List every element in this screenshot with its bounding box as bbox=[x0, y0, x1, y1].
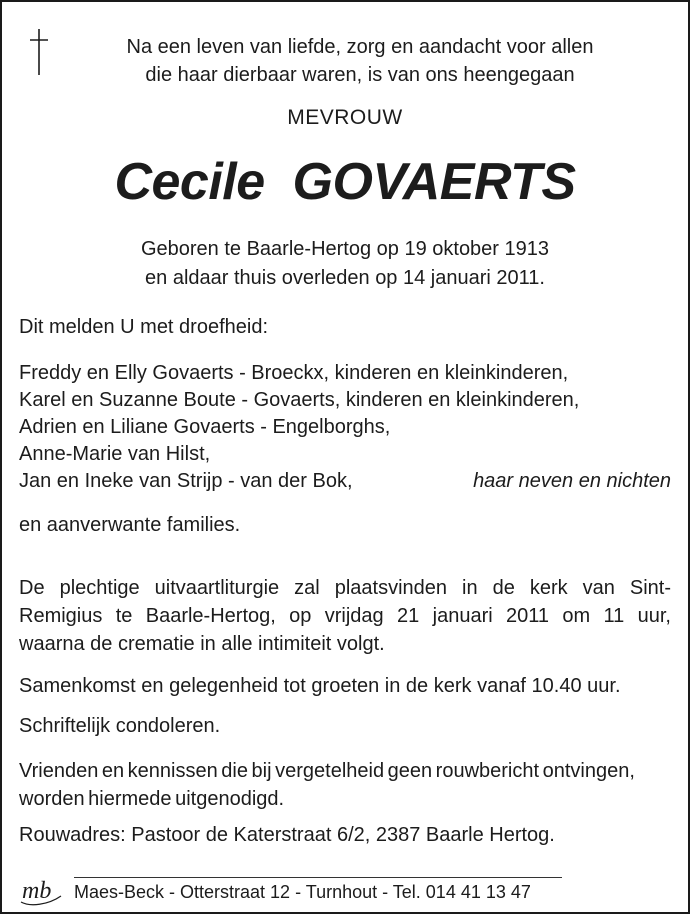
liturgy-line-3: waarna de crematie in alle intimiteit volgt. bbox=[19, 633, 385, 655]
liturgy-line-2: Remigius te Baarle-Hertog, op vrijdag 21 januari 2011 om 11 uur, bbox=[19, 605, 671, 627]
family-member: Adrien en Liliane Govaerts - Engelborghs, bbox=[19, 416, 391, 438]
undertaker-logo bbox=[18, 874, 64, 908]
birth-line: Geboren te Baarle-Hertog op 19 oktober 1913 bbox=[140, 238, 550, 260]
gathering-line: Samenkomst en gelegenheid tot groeten in de kerk vanaf 10.40 uur. bbox=[19, 675, 621, 697]
family-member: Karel en Suzanne Boute - Govaerts, kinderen en kleinkinderen, bbox=[19, 389, 580, 411]
deceased-name: Cecile GOVAERTS bbox=[114, 153, 576, 211]
footer-divider bbox=[74, 877, 562, 878]
announcement: Dit melden U met droefheid: bbox=[19, 316, 269, 338]
liturgy-line-1: De plechtige uitvaartliturgie zal plaatsvinden in de kerk van Sint- bbox=[19, 577, 671, 599]
death-line: en aldaar thuis overleden op 14 januari 2011. bbox=[145, 267, 545, 289]
liturgy-paragraph bbox=[19, 574, 671, 658]
friends-line-2: worden hiermede uitgenodigd. bbox=[19, 788, 285, 810]
family-list bbox=[19, 360, 671, 495]
intro-line-1: Na een leven van liefde, zorg en aandacht voor allen bbox=[126, 36, 594, 58]
life-dates bbox=[2, 235, 688, 293]
family-member: Anne-Marie van Hilst, bbox=[19, 443, 211, 465]
family-aside: haar neven en nichten bbox=[473, 470, 671, 492]
undertaker-info: Maes-Beck - Otterstraat 12 - Turnhout - Tel. 014 41 13 47 bbox=[74, 882, 531, 902]
family-member: Freddy en Elly Govaerts - Broeckx, kinderen en kleinkinderen, bbox=[19, 362, 569, 384]
undertaker-logo-text: mb bbox=[22, 878, 52, 904]
relatives-line: en aanverwante families. bbox=[19, 514, 241, 536]
family-member: Jan en Ineke van Strijp - van der Bok, bbox=[19, 470, 353, 492]
honorific: MEVROUW bbox=[287, 106, 403, 129]
condolences-line: Schriftelijk condoleren. bbox=[19, 715, 221, 737]
friends-paragraph bbox=[19, 757, 671, 813]
mourning-address: Rouwadres: Pastoor de Katerstraat 6/2, 2387 Baarle Hertog. bbox=[19, 824, 555, 846]
intro-text bbox=[32, 33, 688, 89]
intro-line-2: die haar dierbaar waren, is van ons heengegaan bbox=[145, 64, 575, 86]
friends-line-1: Vrienden en kennissen die bij vergetelheid geen rouwbericht ontvingen, bbox=[19, 760, 635, 782]
family-member-row bbox=[19, 468, 671, 495]
